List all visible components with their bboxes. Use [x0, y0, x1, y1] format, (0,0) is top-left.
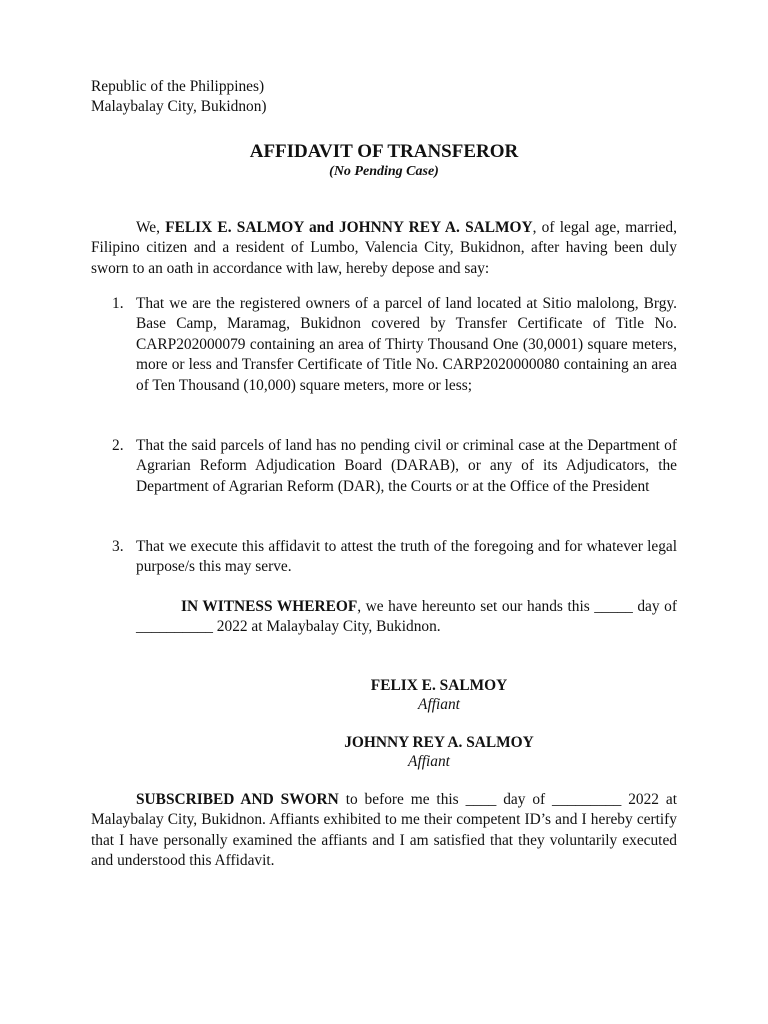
witness-lead: IN WITNESS WHEREOF: [181, 598, 358, 615]
item-number: 3.: [112, 538, 124, 555]
signatory-name-2: JOHNNY REY A. SALMOY: [344, 734, 534, 751]
jurat-paragraph: [91, 790, 677, 872]
item-number: 1.: [112, 295, 124, 312]
signatory-role-1: Affiant: [418, 696, 460, 713]
list-item: [112, 537, 677, 578]
signatory-role-2: Affiant: [408, 753, 450, 770]
venue-country: Republic of the Philippines): [91, 78, 265, 95]
item-text: That we execute this affidavit to attest the truth of the foregoing and for whatever legal purpose/s this may serve.: [136, 538, 677, 576]
affiant-names: FELIX E. SALMOY and JOHNNY REY A. SALMOY: [165, 219, 533, 236]
item-text: That the said parcels of land has no pending civil or criminal case at the Department of Agrarian Reform Adjudication Board (DARAB), or any of its Adjudicators, the Department of Agrarian Reform (DAR), the Courts or at the Office of the President: [136, 437, 677, 495]
intro-text: , of legal age, married, Filipino citizen and a resident of Lumbo, Valencia City, Bukidnon, after having been duly sworn to an oath in accordance with law, hereby depose and say:: [91, 219, 677, 277]
witness-paragraph: [136, 597, 677, 638]
intro-paragraph: [91, 218, 677, 279]
jurat-text: to before me this ____ day of _________ 2022 at Malaybalay City, Bukidnon. Affiants exhibited to me their competent ID’s and I hereby certify that I have personally examined the affiants and I am satisfied that they voluntarily executed and understood this Affidavit.: [91, 791, 677, 870]
venue-city: Malaybalay City, Bukidnon): [91, 98, 267, 116]
venue-block: [91, 77, 267, 118]
item-number: 2.: [112, 437, 124, 454]
signatory-name-1: FELIX E. SALMOY: [370, 677, 508, 694]
witness-text: , we have hereunto set our hands this _____ day of __________ 2022 at Malaybalay City, Bukidnon.: [136, 598, 677, 636]
intro-prefix: We,: [136, 219, 166, 236]
jurat-lead: SUBSCRIBED AND SWORN: [136, 791, 339, 808]
document-title: AFFIDAVIT OF TRANSFEROR: [249, 141, 519, 162]
document-subtitle: (No Pending Case): [329, 164, 439, 179]
list-item: [112, 436, 677, 497]
list-item: [112, 294, 677, 396]
item-text: That we are the registered owners of a parcel of land located at Sitio malolong, Brgy. Base Camp, Maramag, Bukidnon covered by Transfer Certificate of Title No. CARP202000079 containing an area of Thirty Thousand One (30,0001) square meters, more or less and Transfer Certificate of Title No. CARP2020000080 containing an area of Ten Thousand (10,000) square meters, more or less;: [136, 295, 677, 394]
